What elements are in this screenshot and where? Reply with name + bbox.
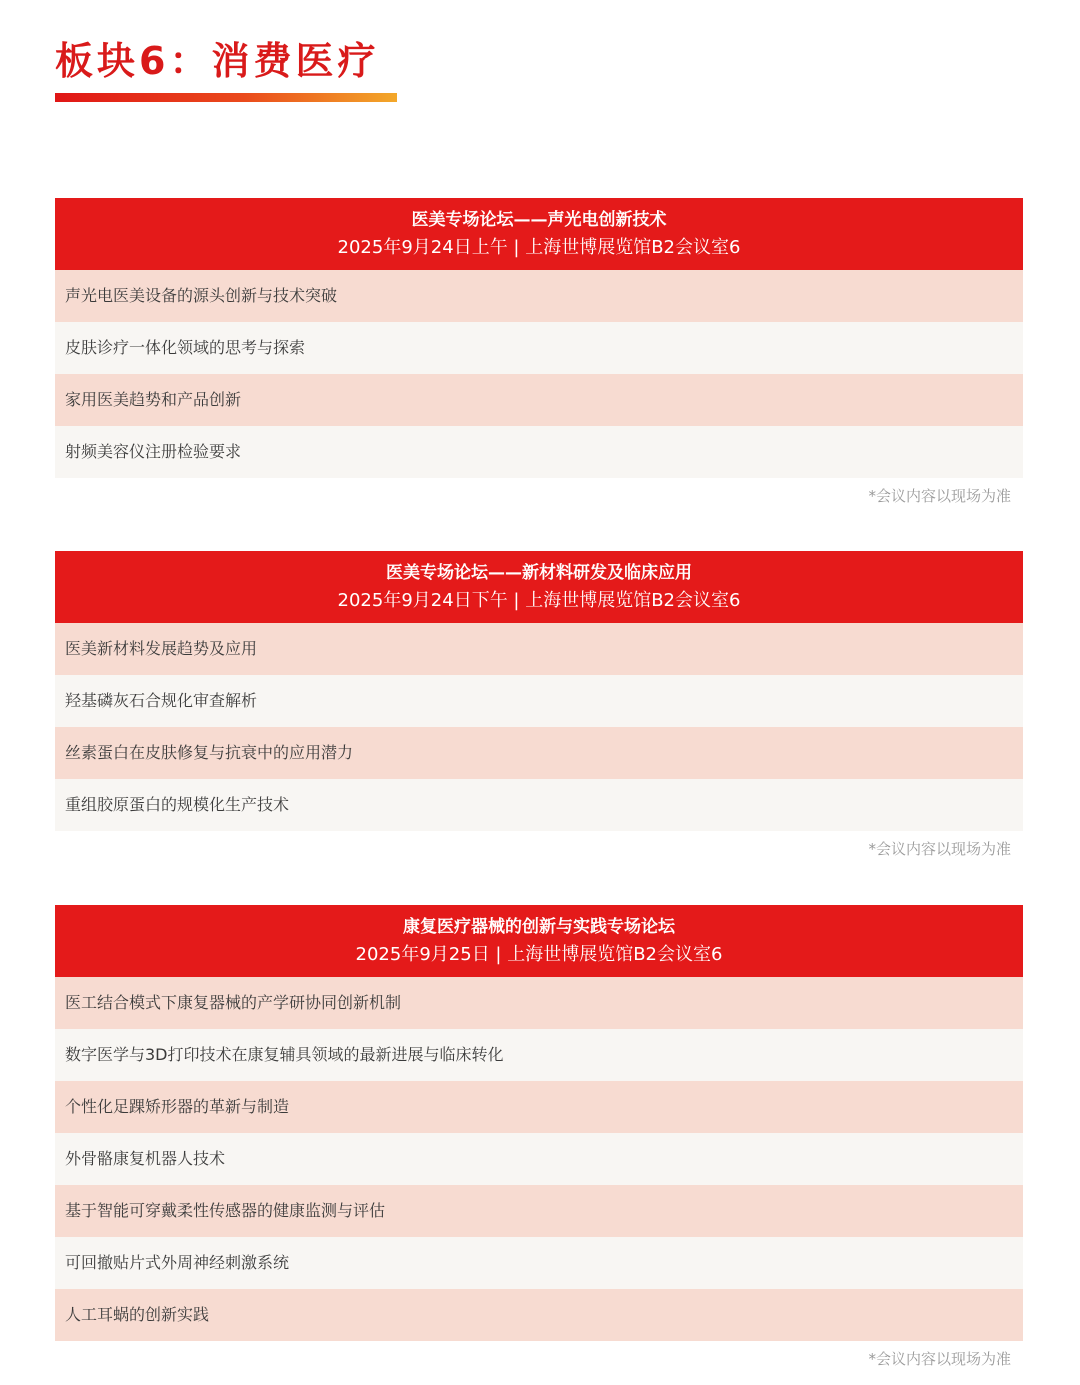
topic-row: 重组胶原蛋白的规模化生产技术 — [55, 779, 1023, 831]
topic-row: 皮肤诊疗一体化领域的思考与探索 — [55, 322, 1023, 374]
forum-date-venue: 2025年9月24日下午 | 上海世博展览馆B2会议室6 — [337, 590, 741, 611]
forum-header — [55, 198, 1023, 270]
forum-section-acoustic-optical — [55, 198, 1023, 508]
topic-row: 基于智能可穿戴柔性传感器的健康监测与评估 — [55, 1185, 1023, 1237]
forum-name: 康复医疗器械的创新与实践专场论坛 — [403, 917, 675, 937]
forum-name: 医美专场论坛——新材料研发及临床应用 — [386, 563, 692, 583]
topic-row: 个性化足踝矫形器的革新与制造 — [55, 1081, 1023, 1133]
topic-row: 声光电医美设备的源头创新与技术突破 — [55, 270, 1023, 322]
topic-row: 丝素蛋白在皮肤修复与抗衰中的应用潜力 — [55, 727, 1023, 779]
topic-row: 医工结合模式下康复器械的产学研协同创新机制 — [55, 977, 1023, 1029]
forum-date-venue: 2025年9月24日上午 | 上海世博展览馆B2会议室6 — [337, 237, 741, 258]
topic-row: 人工耳蜗的创新实践 — [55, 1289, 1023, 1341]
topic-row: 可回撤贴片式外周神经刺激系统 — [55, 1237, 1023, 1289]
forum-date-venue: 2025年9月25日 | 上海世博展览馆B2会议室6 — [355, 944, 723, 965]
disclaimer-note: *会议内容以现场为准 — [868, 840, 1011, 858]
disclaimer-note: *会议内容以现场为准 — [868, 1350, 1011, 1368]
page-title: 板块6：消费医疗 — [55, 39, 380, 83]
forum-name: 医美专场论坛——声光电创新技术 — [411, 210, 667, 230]
forum-header — [55, 551, 1023, 623]
forum-header — [55, 905, 1023, 977]
topic-row: 外骨骼康复机器人技术 — [55, 1133, 1023, 1185]
topic-row: 射频美容仪注册检验要求 — [55, 426, 1023, 478]
title-underline — [55, 93, 397, 102]
disclaimer-note: *会议内容以现场为准 — [868, 487, 1011, 505]
topic-row: 数字医学与3D打印技术在康复辅具领域的最新进展与临床转化 — [55, 1029, 1023, 1081]
forum-section-new-materials — [55, 551, 1023, 861]
forum-section-rehabilitation — [55, 905, 1023, 1371]
topic-row: 羟基磷灰石合规化审查解析 — [55, 675, 1023, 727]
topic-row: 医美新材料发展趋势及应用 — [55, 623, 1023, 675]
topic-row: 家用医美趋势和产品创新 — [55, 374, 1023, 426]
